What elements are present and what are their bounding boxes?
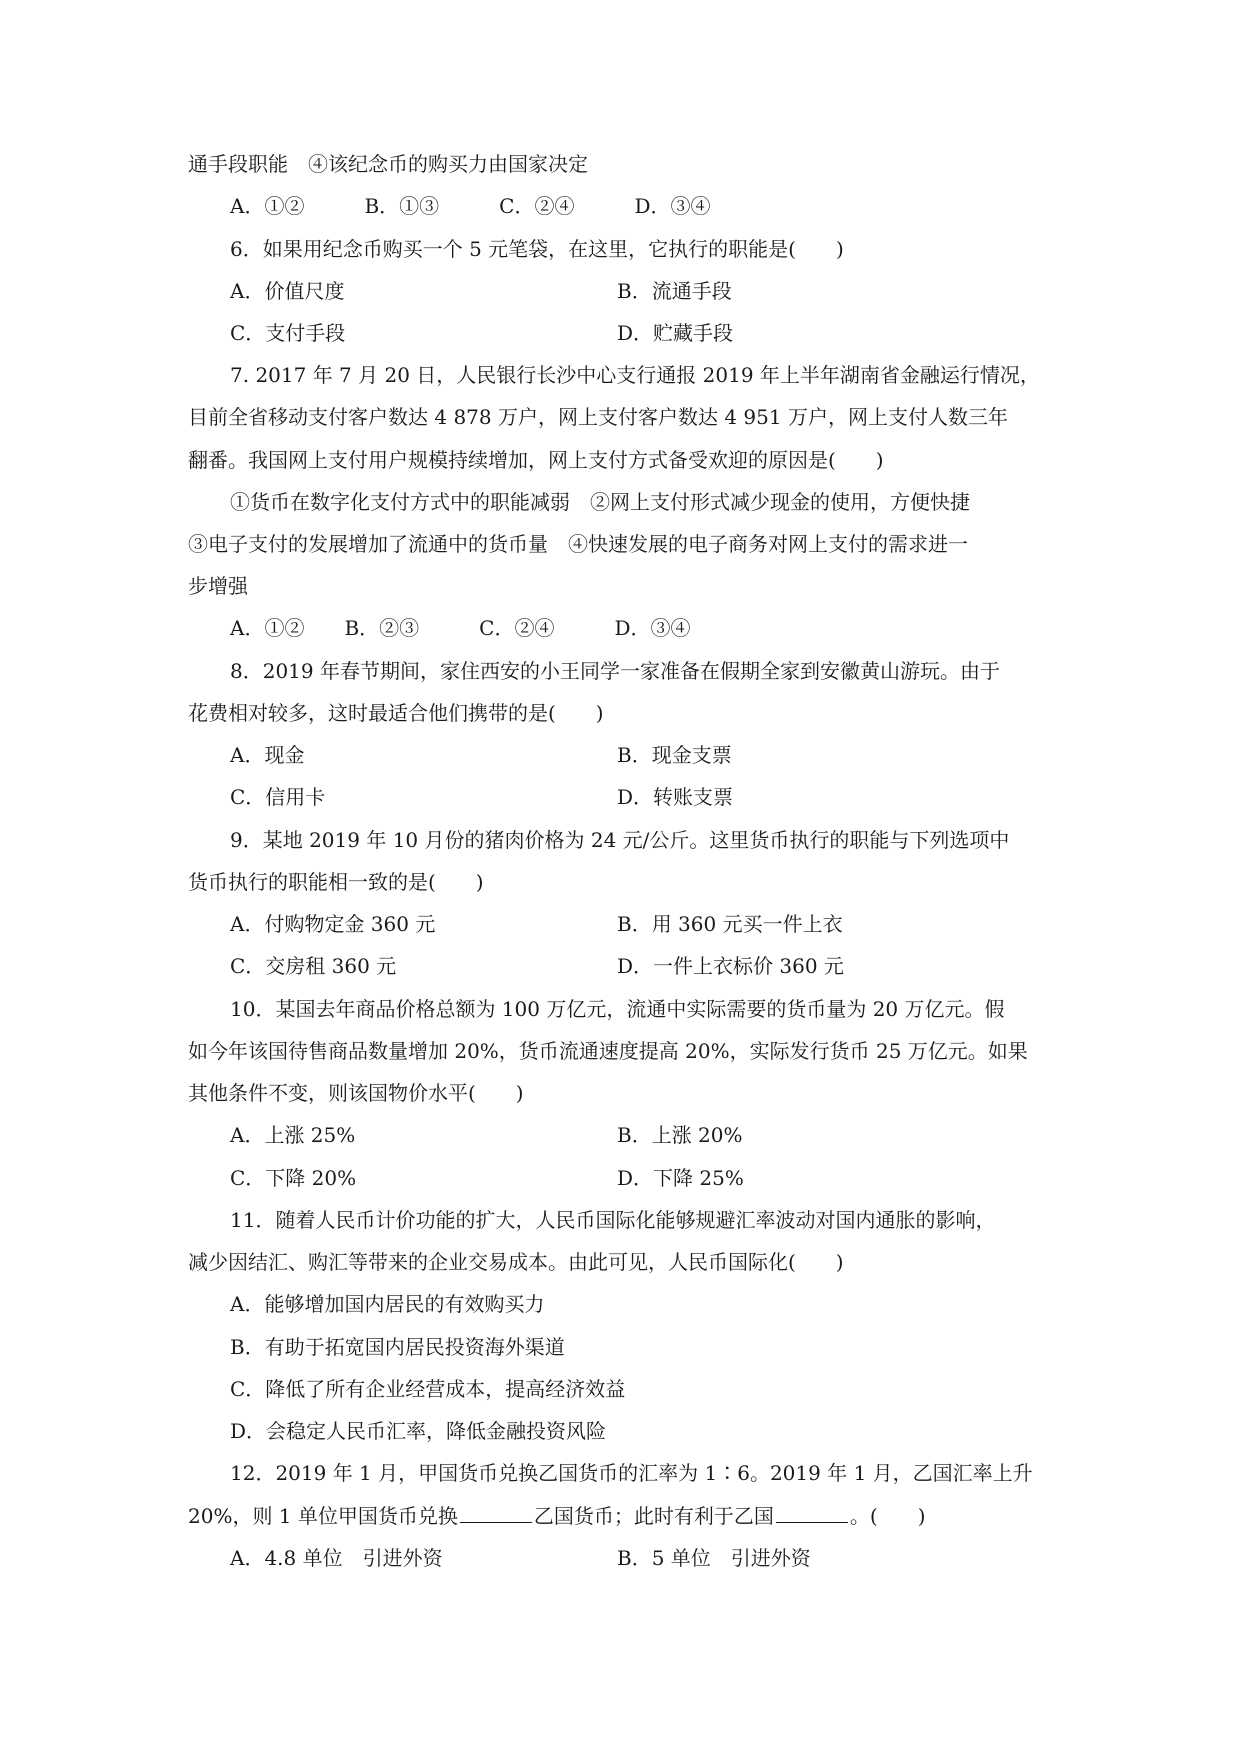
text-line: 花费相对较多，这时最适合他们携带的是( ) <box>188 701 604 725</box>
option-b: B．现金支票 <box>617 743 732 767</box>
option-c: C．降低了所有企业经营成本，提高经济效益 <box>230 1377 626 1401</box>
question-9-stem: 9．某地 2019 年 10 月份的猪肉价格为 24 元/公斤。这里货币执行的职能与下列选项中 <box>230 828 1010 852</box>
option-a: A．现金 <box>230 743 305 767</box>
answer-options: A．①② B．②③ C．②④ D．③④ <box>230 616 691 640</box>
option-d: D．转账支票 <box>617 785 734 809</box>
option-b: B．流通手段 <box>617 279 732 303</box>
option-b: B．用 360 元买一件上衣 <box>617 912 843 936</box>
option-a: A．付购物定金 360 元 <box>230 912 436 936</box>
option-a: A．上涨 25% <box>230 1123 356 1147</box>
question-11-stem: 11．随着人民币计价功能的扩大，人民币国际化能够规避汇率波动对国内通胀的影响， <box>230 1208 996 1232</box>
option-c: C．交房租 360 元 <box>230 954 397 978</box>
option-c: C．下降 20% <box>230 1166 357 1190</box>
text-line: 翻番。我国网上支付用户规模持续增加，网上支付方式备受欢迎的原因是( ) <box>188 448 884 472</box>
text-segment: 乙国货币；此时有利于乙国 <box>533 1504 774 1528</box>
option-b: B．有助于拓宽国内居民投资海外渠道 <box>230 1335 565 1359</box>
question-7-stem: 7. 2017 年 7 月 20 日，人民银行长沙中心支行通报 2019 年上半年湖南省金融运行情况， <box>230 363 1040 387</box>
fill-blank-1 <box>460 1504 532 1523</box>
question-12-fill-line <box>188 1502 926 1530</box>
option-c: C．支付手段 <box>230 321 346 345</box>
option-c: C．信用卡 <box>230 785 326 809</box>
text-line: 目前全省移动支付客户数达 4 878 万户，网上支付客户数达 4 951 万户，网上支付人数三年 <box>188 405 1008 429</box>
statement-line: ③电子支付的发展增加了流通中的货币量 ④快速发展的电子商务对网上支付的需求进一 <box>188 532 968 556</box>
option-d: D．一件上衣标价 360 元 <box>617 954 844 978</box>
statement-line: 步增强 <box>188 574 248 598</box>
option-a: A．4.8 单位 引进外资 <box>230 1546 443 1570</box>
question-10-stem: 10．某国去年商品价格总额为 100 万亿元，流通中实际需要的货币量为 20 万亿元。假 <box>230 997 1005 1021</box>
question-12-stem: 12．2019 年 1 月，甲国货币兑换乙国货币的汇率为 1∶6。2019 年 1 月，乙国汇率上升 <box>230 1461 1033 1485</box>
text-line: 减少因结汇、购汇等带来的企业交易成本。由此可见，人民币国际化( ) <box>188 1250 844 1274</box>
fill-blank-2 <box>776 1504 848 1523</box>
option-d: D．会稳定人民币汇率，降低金融投资风险 <box>230 1419 607 1443</box>
question-6-stem: 6．如果用纪念币购买一个 5 元笔袋，在这里，它执行的职能是( ) <box>230 237 844 261</box>
text-line: 通手段职能 ④该纪念币的购买力由国家决定 <box>188 152 588 176</box>
question-8-stem: 8．2019 年春节期间，家住西安的小王同学一家准备在假期全家到安徽黄山游玩。由于 <box>230 659 1000 683</box>
option-d: D．贮藏手段 <box>617 321 734 345</box>
text-line: 如今年该国待售商品数量增加 20%，货币流通速度提高 20%，实际发行货币 25 万亿元。如果 <box>188 1039 1028 1063</box>
option-a: A．价值尺度 <box>230 279 345 303</box>
option-a: A．能够增加国内居民的有效购买力 <box>230 1292 545 1316</box>
text-segment: 。( ) <box>849 1504 926 1528</box>
option-b: B．5 单位 引进外资 <box>617 1546 811 1570</box>
option-b: B．上涨 20% <box>617 1123 743 1147</box>
option-d: D．下降 25% <box>617 1166 744 1190</box>
text-segment: 20%，则 1 单位甲国货币兑换 <box>188 1504 458 1528</box>
text-line: 货币执行的职能相一致的是( ) <box>188 870 484 894</box>
text-line: 其他条件不变，则该国物价水平( ) <box>188 1081 524 1105</box>
statement-line: ①货币在数字化支付方式中的职能减弱 ②网上支付形式减少现金的使用，方便快捷 <box>230 490 970 514</box>
answer-options: A．①② B．①③ C．②④ D．③④ <box>230 194 711 218</box>
